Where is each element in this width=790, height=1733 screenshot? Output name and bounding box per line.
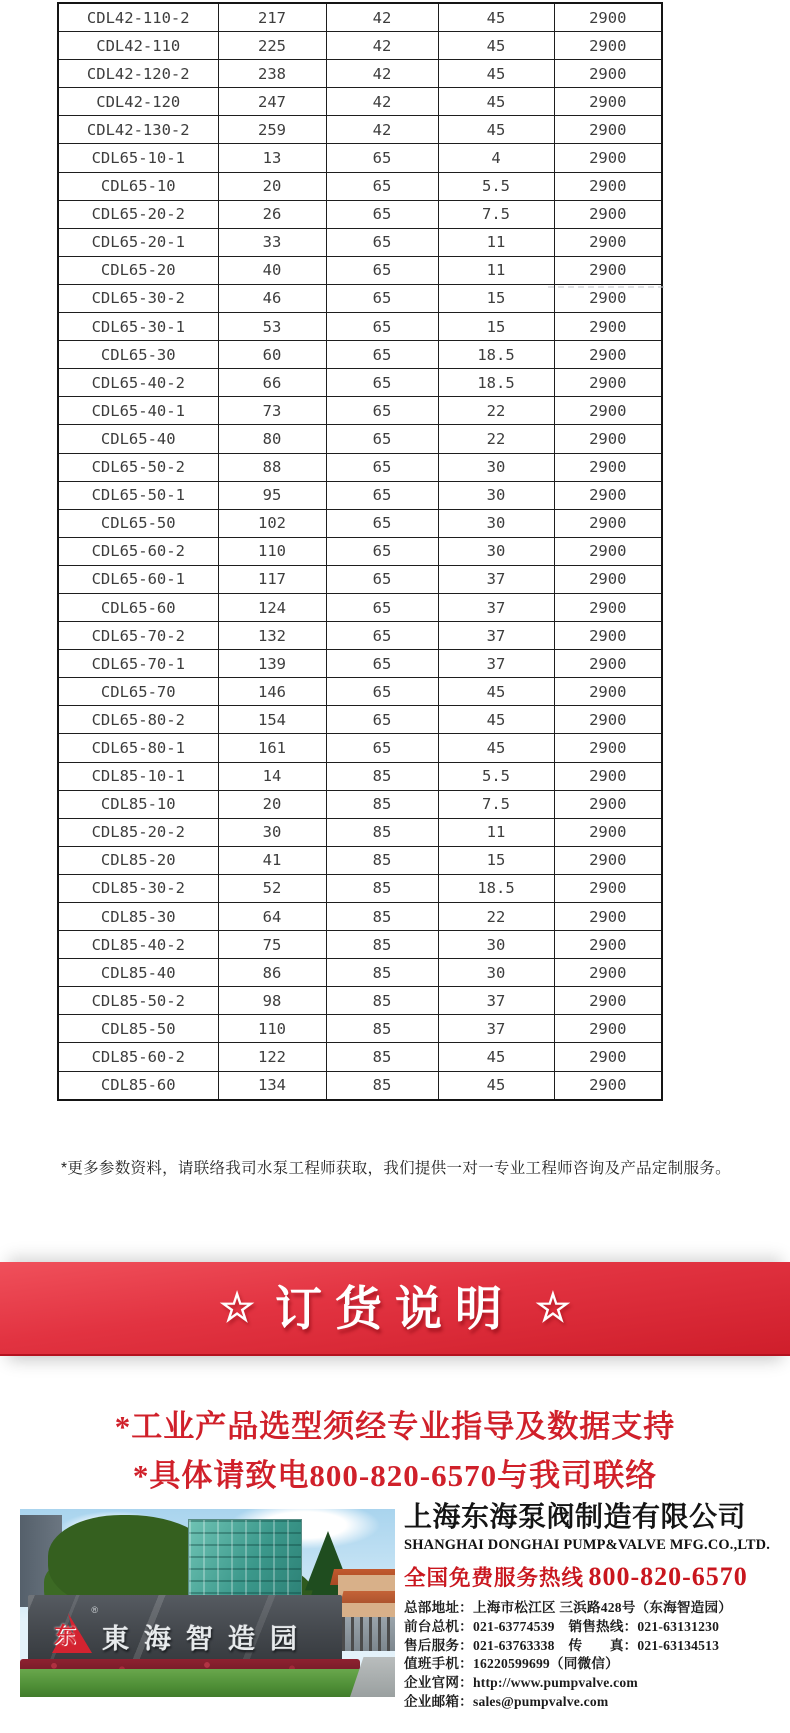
- table-cell: 46: [218, 284, 326, 312]
- table-row: [58, 60, 662, 88]
- table-cell: CDL85-40-2: [58, 931, 218, 959]
- table-cell: 65: [326, 172, 438, 200]
- table-cell: 2900: [554, 481, 662, 509]
- table-row: [58, 144, 662, 172]
- table-cell: 41: [218, 846, 326, 874]
- table-cell: 45: [438, 3, 554, 32]
- table-cell: CDL65-50-1: [58, 481, 218, 509]
- table-row: [58, 762, 662, 790]
- table-cell: 45: [438, 706, 554, 734]
- advisory-text: [0, 1402, 790, 1500]
- table-cell: 18.5: [438, 874, 554, 902]
- table-cell: 2900: [554, 341, 662, 369]
- table-row: [58, 1071, 662, 1100]
- table-cell: 2900: [554, 1015, 662, 1043]
- order-banner-title: 订货说明: [275, 1281, 515, 1335]
- entrance-sign-wall: [28, 1595, 342, 1669]
- table-row: [58, 453, 662, 481]
- table-cell: 85: [326, 874, 438, 902]
- table-cell: CDL85-30-2: [58, 874, 218, 902]
- table-row: [58, 3, 662, 32]
- table-cell: 2900: [554, 60, 662, 88]
- table-cell: 22: [438, 903, 554, 931]
- table-row: [58, 593, 662, 621]
- table-cell: CDL65-10-1: [58, 144, 218, 172]
- service-hotline: [404, 1561, 780, 1592]
- table-row: [58, 1015, 662, 1043]
- table-cell: 2900: [554, 116, 662, 144]
- table-cell: 2900: [554, 734, 662, 762]
- table-cell: 4: [438, 144, 554, 172]
- table-cell: 154: [218, 706, 326, 734]
- table-cell: CDL65-50-2: [58, 453, 218, 481]
- table-cell: 65: [326, 397, 438, 425]
- table-cell: 2900: [554, 284, 662, 312]
- star-left-icon: ☆: [219, 1286, 255, 1330]
- table-row: [58, 874, 662, 902]
- table-cell: CDL42-130-2: [58, 116, 218, 144]
- table-cell: CDL65-30: [58, 341, 218, 369]
- table-cell: 15: [438, 284, 554, 312]
- table-cell: 45: [438, 60, 554, 88]
- pump-spec-table: [57, 2, 663, 1101]
- table-cell: CDL85-60: [58, 1071, 218, 1100]
- table-cell: CDL65-70-1: [58, 650, 218, 678]
- table-cell: 85: [326, 846, 438, 874]
- table-cell: 2900: [554, 537, 662, 565]
- table-cell: 2900: [554, 706, 662, 734]
- table-cell: 85: [326, 959, 438, 987]
- table-row: [58, 32, 662, 60]
- table-cell: 42: [326, 3, 438, 32]
- contact-line-email: 企业邮箱：sales@pumpvalve.com: [404, 1693, 609, 1709]
- roof-shape: [341, 1591, 395, 1603]
- table-cell: 45: [438, 1071, 554, 1100]
- table-cell: 45: [438, 678, 554, 706]
- table-cell: 37: [438, 565, 554, 593]
- table-cell: 30: [438, 481, 554, 509]
- table-cell: 139: [218, 650, 326, 678]
- registered-mark: ®: [91, 1605, 98, 1615]
- table-cell: 2900: [554, 593, 662, 621]
- table-cell: 80: [218, 425, 326, 453]
- table-cell: 2900: [554, 32, 662, 60]
- table-row: [58, 397, 662, 425]
- table-cell: 45: [438, 734, 554, 762]
- table-cell: CDL65-40-1: [58, 397, 218, 425]
- table-cell: 2900: [554, 959, 662, 987]
- contact-line-switchboard: 前台总机：021-63774539 销售热线：021-63131230: [404, 1618, 720, 1634]
- contact-line-address: 总部地址：上海市松江区 三浜路428号（东海智造园）: [404, 1600, 733, 1615]
- table-cell: 2900: [554, 228, 662, 256]
- logo-character: 东: [54, 1623, 77, 1648]
- table-cell: 65: [326, 425, 438, 453]
- table-row: [58, 256, 662, 284]
- table-row: [58, 284, 662, 312]
- table-cell: CDL65-70: [58, 678, 218, 706]
- table-cell: 65: [326, 593, 438, 621]
- table-cell: 30: [438, 509, 554, 537]
- table-cell: 2900: [554, 846, 662, 874]
- table-cell: 22: [438, 425, 554, 453]
- contact-line-website: 企业官网：http://www.pumpvalve.com: [404, 1675, 638, 1691]
- table-cell: CDL65-40-2: [58, 369, 218, 397]
- table-cell: 2900: [554, 88, 662, 116]
- table-cell: 2900: [554, 622, 662, 650]
- table-cell: 85: [326, 1071, 438, 1100]
- table-cell: 146: [218, 678, 326, 706]
- table-row: [58, 734, 662, 762]
- table-cell: CDL42-120-2: [58, 60, 218, 88]
- table-cell: 30: [438, 931, 554, 959]
- table-cell: 20: [218, 790, 326, 818]
- table-row: [58, 650, 662, 678]
- factory-photo: [20, 1509, 395, 1697]
- table-row: [58, 425, 662, 453]
- table-row: [58, 931, 662, 959]
- table-cell: 95: [218, 481, 326, 509]
- table-row: [58, 818, 662, 846]
- table-cell: 65: [326, 313, 438, 341]
- table-row: [58, 565, 662, 593]
- table-cell: 15: [438, 846, 554, 874]
- table-cell: 30: [438, 537, 554, 565]
- advisory-line-2: *具体请致电800-820-6570与我司联络: [132, 1458, 658, 1493]
- table-cell: 65: [326, 509, 438, 537]
- table-cell: 86: [218, 959, 326, 987]
- table-cell: 73: [218, 397, 326, 425]
- table-cell: 2900: [554, 874, 662, 902]
- table-cell: 45: [438, 32, 554, 60]
- table-cell: 2900: [554, 762, 662, 790]
- table-cell: 65: [326, 706, 438, 734]
- spec-table-body: [58, 3, 662, 1100]
- table-cell: 18.5: [438, 369, 554, 397]
- contact-details: [404, 1599, 780, 1712]
- table-footnote: *更多参数资料，请联络我司水泵工程师获取，我们提供一对一专业工程师咨询及产品定制服务。: [61, 1160, 731, 1177]
- table-cell: 45: [438, 116, 554, 144]
- table-cell: 42: [326, 32, 438, 60]
- table-cell: 37: [438, 650, 554, 678]
- table-cell: 2900: [554, 818, 662, 846]
- table-cell: 2900: [554, 172, 662, 200]
- table-row: [58, 200, 662, 228]
- table-row: [58, 622, 662, 650]
- table-cell: 30: [218, 818, 326, 846]
- table-cell: 7.5: [438, 790, 554, 818]
- table-cell: 11: [438, 818, 554, 846]
- table-cell: 22: [438, 397, 554, 425]
- table-cell: 225: [218, 32, 326, 60]
- table-cell: 85: [326, 790, 438, 818]
- table-cell: 88: [218, 453, 326, 481]
- table-cell: CDL65-80-2: [58, 706, 218, 734]
- table-cell: 30: [438, 959, 554, 987]
- table-cell: 161: [218, 734, 326, 762]
- table-cell: CDL65-20-1: [58, 228, 218, 256]
- table-cell: 2900: [554, 313, 662, 341]
- table-cell: CDL85-50-2: [58, 987, 218, 1015]
- table-row: [58, 537, 662, 565]
- table-cell: CDL85-10-1: [58, 762, 218, 790]
- table-cell: CDL42-110: [58, 32, 218, 60]
- table-cell: 42: [326, 88, 438, 116]
- table-cell: 5.5: [438, 172, 554, 200]
- table-cell: 2900: [554, 565, 662, 593]
- table-cell: 110: [218, 1015, 326, 1043]
- table-cell: 37: [438, 987, 554, 1015]
- table-cell: 238: [218, 60, 326, 88]
- table-cell: 66: [218, 369, 326, 397]
- table-cell: 132: [218, 622, 326, 650]
- table-cell: CDL65-60-1: [58, 565, 218, 593]
- table-cell: 134: [218, 1071, 326, 1100]
- table-cell: CDL42-120: [58, 88, 218, 116]
- table-cell: 65: [326, 734, 438, 762]
- company-info: [404, 1500, 780, 1712]
- table-row: [58, 706, 662, 734]
- table-cell: 2900: [554, 931, 662, 959]
- table-cell: 2900: [554, 790, 662, 818]
- table-row: [58, 903, 662, 931]
- table-cell: 2900: [554, 200, 662, 228]
- table-cell: 85: [326, 987, 438, 1015]
- lawn: [20, 1669, 395, 1697]
- table-cell: 102: [218, 509, 326, 537]
- table-cell: 2900: [554, 650, 662, 678]
- table-cell: 2900: [554, 509, 662, 537]
- table-cell: 65: [326, 537, 438, 565]
- table-cell: CDL65-70-2: [58, 622, 218, 650]
- table-cell: 2900: [554, 453, 662, 481]
- table-cell: 65: [326, 481, 438, 509]
- table-cell: 65: [326, 144, 438, 172]
- table-cell: CDL85-10: [58, 790, 218, 818]
- table-cell: 110: [218, 537, 326, 565]
- table-cell: 7.5: [438, 200, 554, 228]
- table-row: [58, 481, 662, 509]
- table-row: [58, 313, 662, 341]
- table-row: [58, 172, 662, 200]
- table-row: [58, 509, 662, 537]
- table-row: [58, 1043, 662, 1071]
- table-row: [58, 678, 662, 706]
- table-cell: 98: [218, 987, 326, 1015]
- table-cell: 65: [326, 622, 438, 650]
- contact-line-aftersales-fax: 售后服务：021-63763338 传 真：021-63134513: [404, 1637, 720, 1653]
- table-cell: 85: [326, 903, 438, 931]
- company-name-en: SHANGHAI DONGHAI PUMP&VALVE MFG.CO.,LTD.: [404, 1537, 771, 1553]
- table-row: [58, 116, 662, 144]
- table-cell: 45: [438, 88, 554, 116]
- table-cell: 65: [326, 369, 438, 397]
- table-cell: 42: [326, 60, 438, 88]
- table-cell: CDL85-20: [58, 846, 218, 874]
- table-cell: 65: [326, 453, 438, 481]
- table-cell: CDL65-60-2: [58, 537, 218, 565]
- table-cell: 259: [218, 116, 326, 144]
- table-cell: 53: [218, 313, 326, 341]
- table-cell: CDL65-10: [58, 172, 218, 200]
- star-right-icon: ☆: [535, 1286, 571, 1330]
- table-cell: 85: [326, 1043, 438, 1071]
- table-cell: 2900: [554, 903, 662, 931]
- table-cell: 2900: [554, 1043, 662, 1071]
- table-row: [58, 341, 662, 369]
- table-cell: 18.5: [438, 341, 554, 369]
- sign-text: 東海智造园: [102, 1624, 312, 1654]
- table-cell: 15: [438, 313, 554, 341]
- table-cell: 45: [438, 1043, 554, 1071]
- table-cell: 117: [218, 565, 326, 593]
- table-cell: 2900: [554, 1071, 662, 1100]
- table-cell: 33: [218, 228, 326, 256]
- table-cell: 2900: [554, 144, 662, 172]
- table-row: [58, 88, 662, 116]
- table-cell: 2900: [554, 397, 662, 425]
- table-cell: 11: [438, 256, 554, 284]
- table-row: [58, 987, 662, 1015]
- table-cell: CDL65-20: [58, 256, 218, 284]
- table-cell: 2900: [554, 256, 662, 284]
- table-cell: CDL85-50: [58, 1015, 218, 1043]
- order-instructions-banner: [0, 1262, 790, 1356]
- table-cell: 85: [326, 818, 438, 846]
- contact-line-mobile: 值班手机：16220599699（同微信）: [404, 1656, 619, 1672]
- table-cell: 85: [326, 931, 438, 959]
- table-cell: 65: [326, 284, 438, 312]
- table-cell: CDL65-50: [58, 509, 218, 537]
- table-cell: 40: [218, 256, 326, 284]
- table-cell: 37: [438, 622, 554, 650]
- table-cell: CDL85-30: [58, 903, 218, 931]
- table-cell: CDL65-40: [58, 425, 218, 453]
- table-cell: 30: [438, 453, 554, 481]
- table-row: [58, 369, 662, 397]
- table-cell: 122: [218, 1043, 326, 1071]
- table-cell: CDL85-60-2: [58, 1043, 218, 1071]
- donghai-logo-icon: [44, 1605, 98, 1653]
- table-cell: 52: [218, 874, 326, 902]
- table-cell: CDL65-30-2: [58, 284, 218, 312]
- table-cell: 65: [326, 256, 438, 284]
- advisory-line-1: *工业产品选型须经专业指导及数据支持: [114, 1409, 676, 1444]
- hotline-label: 全国免费服务热线: [404, 1566, 585, 1590]
- table-cell: CDL85-20-2: [58, 818, 218, 846]
- table-cell: 42: [326, 116, 438, 144]
- table-cell: 65: [326, 678, 438, 706]
- table-cell: 37: [438, 593, 554, 621]
- table-cell: 13: [218, 144, 326, 172]
- table-cell: 65: [326, 200, 438, 228]
- table-cell: 2900: [554, 987, 662, 1015]
- table-cell: 64: [218, 903, 326, 931]
- table-cell: CDL42-110-2: [58, 3, 218, 32]
- table-row: [58, 846, 662, 874]
- table-cell: 65: [326, 228, 438, 256]
- table-cell: CDL65-20-2: [58, 200, 218, 228]
- table-row: [58, 228, 662, 256]
- table-cell: 75: [218, 931, 326, 959]
- table-cell: 85: [326, 762, 438, 790]
- table-cell: 2900: [554, 3, 662, 32]
- table-cell: 14: [218, 762, 326, 790]
- table-cell: 2900: [554, 369, 662, 397]
- table-cell: 2900: [554, 425, 662, 453]
- table-row: [58, 790, 662, 818]
- table-cell: 65: [326, 341, 438, 369]
- table-cell: CDL65-80-1: [58, 734, 218, 762]
- table-cell: 65: [326, 650, 438, 678]
- table-cell: 2900: [554, 678, 662, 706]
- table-cell: 37: [438, 1015, 554, 1043]
- table-cell: 65: [326, 565, 438, 593]
- table-cell: 20: [218, 172, 326, 200]
- table-row: [58, 959, 662, 987]
- table-cell: 247: [218, 88, 326, 116]
- table-cell: 124: [218, 593, 326, 621]
- table-cell: 85: [326, 1015, 438, 1043]
- table-cell: CDL85-40: [58, 959, 218, 987]
- table-cell: 60: [218, 341, 326, 369]
- hotline-number: 800-820-6570: [588, 1562, 748, 1591]
- table-cell: CDL65-30-1: [58, 313, 218, 341]
- company-name-cn: 上海东海泵阀制造有限公司: [404, 1501, 747, 1532]
- table-cell: 26: [218, 200, 326, 228]
- table-cell: CDL65-60: [58, 593, 218, 621]
- gate-fence: [342, 1617, 395, 1651]
- table-cell: 217: [218, 3, 326, 32]
- table-cell: 11: [438, 228, 554, 256]
- table-cell: 5.5: [438, 762, 554, 790]
